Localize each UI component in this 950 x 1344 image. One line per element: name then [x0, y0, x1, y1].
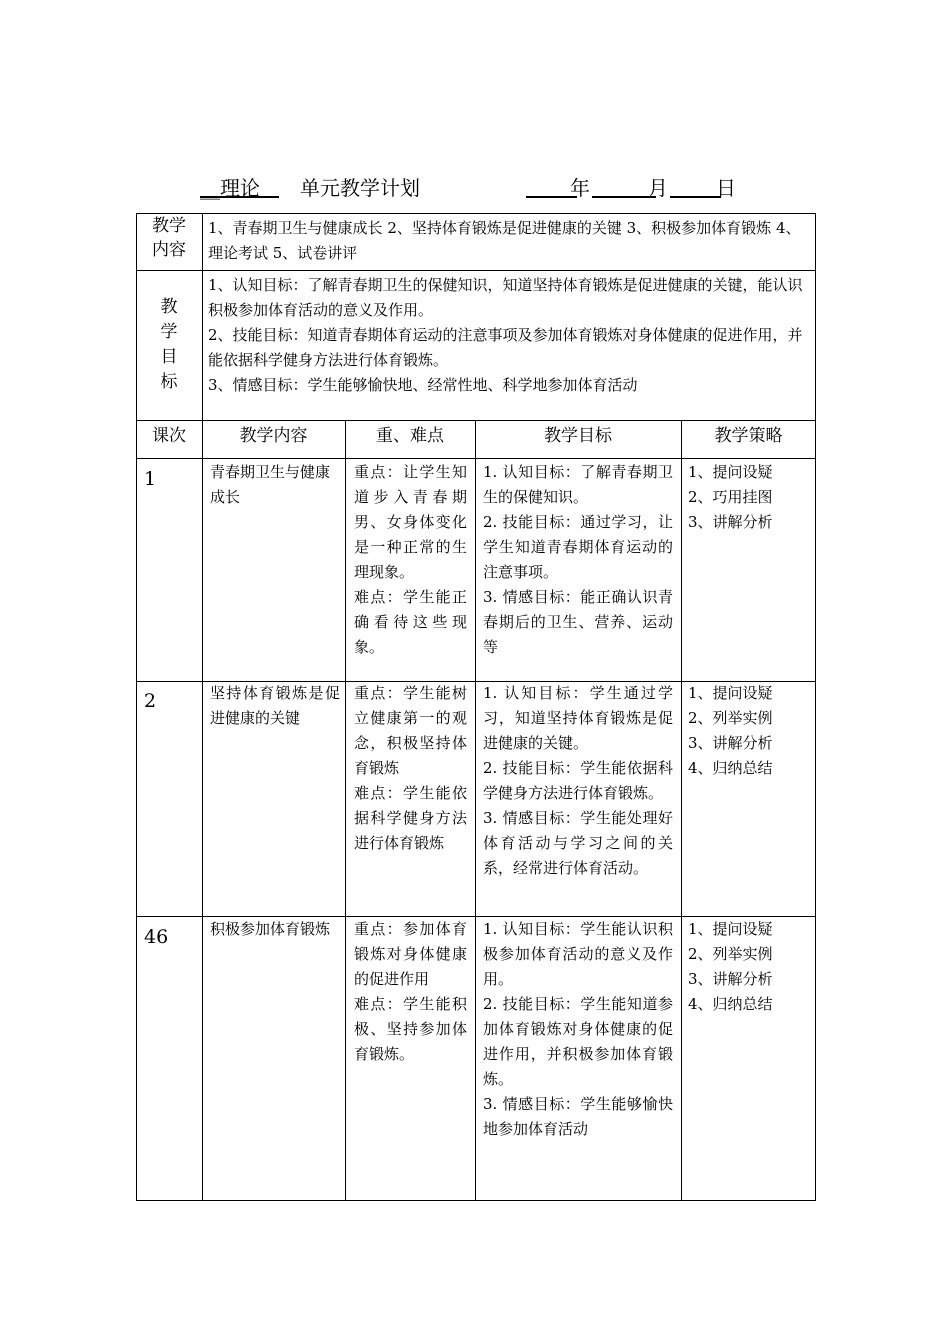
lesson-strategies: [688, 917, 813, 1017]
lesson-key-points: 重点：学生能树立健康第一的观念，积极坚持体育锻炼 难点：学生能依据科学健身方法进行体育锻炼: [354, 684, 467, 852]
lesson-number: 46: [144, 926, 169, 948]
column-header-content: 教学内容: [239, 426, 308, 446]
column-header-key-points: 重、难点: [376, 426, 444, 446]
col-divider: [681, 420, 682, 1200]
teaching-content-text: 1、青春期卫生与健康成长 2、坚持体育锻炼是促进健康的关键 3、积极参加体育锻炼 4、理论考试 5、试卷讲评: [208, 219, 801, 262]
strategy-item: 3、讲解分析: [688, 970, 773, 988]
lesson-key-points: 重点：让学生知道步入青春期男、女身体变化是一种正常的生理现象。 难点：学生能正确看待这些现象。: [354, 463, 467, 656]
strategy-item: 4、归纳总结: [688, 759, 773, 777]
page-title: [200, 172, 760, 202]
day-blank: [670, 172, 721, 198]
lesson-content: 积极参加体育锻炼: [210, 920, 331, 938]
row-divider: [137, 458, 815, 459]
strategy-item: 2、列举实例: [688, 709, 773, 727]
lesson-key-points: 重点：参加体育锻炼对身体健康的促进作用 难点：学生能积极、坚持参加体育锻炼。: [354, 920, 467, 1063]
col-divider: [202, 214, 203, 1200]
teaching-content-label: 教学 内容: [152, 216, 186, 260]
unit-plan-title: 单元教学计划: [300, 176, 420, 200]
month-blank: [592, 172, 656, 198]
lesson-content: 青春期卫生与健康成长: [210, 463, 331, 506]
lesson-number: 2: [144, 690, 157, 712]
lesson-goals: 1. 认知目标：学生能认识积极参加体育活动的意义及作用。 2. 技能目标：学生能知道参加体育锻炼对身体健康的促进作用，并积极参加体育锻炼。 3. 情感目标：学生能够愉快地参加体育活动: [483, 920, 673, 1138]
strategy-item: 2、巧用挂图: [688, 488, 773, 506]
strategy-item: 3、讲解分析: [688, 734, 773, 752]
subject-blank: __理论: [200, 172, 279, 198]
day-label: 日: [716, 176, 736, 200]
teaching-goal-text: [208, 273, 810, 398]
lesson-strategies: [688, 681, 813, 781]
lesson-goals: 1. 认知目标：了解青春期卫生的保健知识。 2. 技能目标：通过学习，让学生知道青春期体育运动的注意事项。 3. 情感目标：能正确认识青春期后的卫生、营养、运动等: [483, 463, 673, 656]
strategy-item: 2、列举实例: [688, 945, 773, 963]
column-header-lesson: 课次: [152, 426, 186, 446]
goal-line: 1、认知目标：了解青春期卫生的保健知识，知道坚持体育锻炼是促进健康的关键，能认识积极参加体育活动的意义及作用。: [208, 276, 803, 319]
strategy-item: 1、提问设疑: [688, 920, 773, 938]
strategy-item: 4、归纳总结: [688, 995, 773, 1013]
subject-name: 理论: [220, 176, 260, 200]
strategy-item: 3、讲解分析: [688, 513, 773, 531]
column-header-goals: 教学目标: [544, 426, 612, 446]
lesson-goals: 1. 认知目标：学生通过学习，知道坚持体育锻炼是促进健康的关键。 2. 技能目标：学生能依据科学健身方法进行体育锻炼。 3. 情感目标：学生能处理好体育活动与学习之间的关系，经常进行体育活动。: [483, 684, 673, 877]
strategy-item: 1、提问设疑: [688, 463, 773, 481]
column-header-strategies: 教学策略: [714, 426, 783, 446]
col-divider: [345, 420, 346, 1200]
month-label: 月: [648, 176, 668, 200]
lesson-number: 1: [144, 468, 157, 490]
teaching-goal-label: 教 学 目 标: [160, 297, 178, 392]
strategy-item: 1、提问设疑: [688, 684, 773, 702]
lesson-content: 坚持体育锻炼是促进健康的关键: [210, 684, 340, 727]
row-divider: [137, 270, 815, 271]
goal-line: 3、情感目标：学生能够愉快地、经常性地、科学地参加体育活动: [208, 376, 638, 394]
col-divider: [475, 420, 476, 1200]
year-label: 年: [570, 176, 590, 200]
lesson-strategies: [688, 460, 813, 535]
goal-line: 2、技能目标：知道青春期体育运动的注意事项及参加体育锻炼对身体健康的促进作用，并能依据科学健身方法进行体育锻炼。: [208, 326, 803, 369]
